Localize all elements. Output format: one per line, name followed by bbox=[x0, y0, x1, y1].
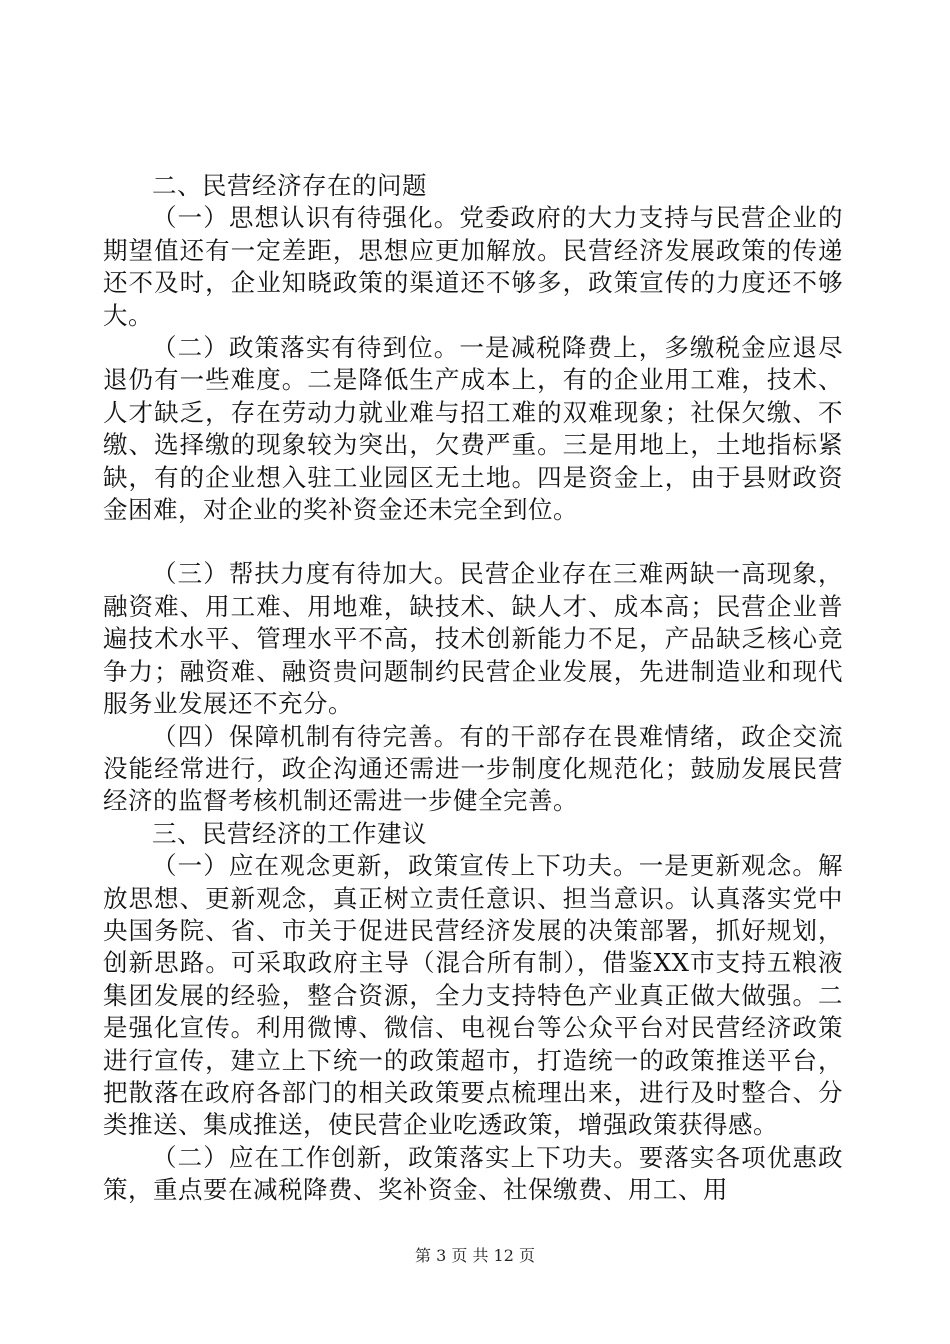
paragraph-concept-update: （一）应在观念更新，政策宣传上下功夫。一是更新观念。解放思想、更新观念，真正树立责任意识、担当意识。认真落实党中央国务院、省、市关于促进民营经济发展的决策部署，抓好规划，创新思路。可采取政府主导（混合所有制），借鉴XX市支持五粮液集团发展的经验，整合资源，全力支持特色产业真正做大做强。二是强化宣传。利用微博、微信、电视台等公众平台对民营经济政策进行宣传，建立上下统一的政策超市，打造统一的政策推送平台，把散落在政府各部门的相关政策要点梳理出来，进行及时整合、分类推送、集成推送，使民营企业吃透政策，增强政策获得感。 bbox=[103, 851, 843, 1140]
paragraph-work-innovation: （二）应在工作创新，政策落实上下功夫。要落实各项优惠政策，重点要在减税降费、奖补资金、社保缴费、用工、用 bbox=[103, 1142, 843, 1205]
document-body bbox=[103, 170, 843, 1207]
section-three-heading: 三、民营经济的工作建议 bbox=[152, 818, 427, 848]
section-two-heading: 二、民营经济存在的问题 bbox=[152, 171, 427, 200]
page-number-footer: 第 3 页 共 12 页 bbox=[415, 1246, 535, 1265]
paragraph-support-efforts: （三）帮扶力度有待加大。民营企业存在三难两缺一高现象，融资难、用工难、用地难，缺技术、缺人才、成本高；民营企业普遍技术水平、管理水平不高，技术创新能力不足，产品缺乏核心竞争力；融资难、融资贵问题制约民营企业发展，先进制造业和现代服务业发展还不充分。 bbox=[103, 559, 843, 719]
paragraph-guarantee-mechanism: （四）保障机制有待完善。有的干部存在畏难情绪，政企交流没能经常进行，政企沟通还需进一步制度化规范化；鼓励发展民营经济的监督考核机制还需进一步健全完善。 bbox=[103, 721, 843, 816]
paragraph-ideology: （一）思想认识有待强化。党委政府的大力支持与民营企业的期望值还有一定差距，思想应更加解放。民营经济发展政策的传递还不及时，企业知晓政策的渠道还不够多，政策宣传的力度还不够大。 bbox=[103, 203, 843, 330]
paragraph-policy-implementation: （二）政策落实有待到位。一是减税降费上，多缴税金应退尽退仍有一些难度。二是降低生产成本上，有的企业用工难，技术、人才缺乏，存在劳动力就业难与招工难的双难现象；社保欠缴、不缴、选择缴的现象较为突出，欠费严重。三是用地上，土地指标紧缺，有的企业想入驻工业园区无土地。四是资金上，由于县财政资金困难，对企业的奖补资金还未完全到位。 bbox=[103, 333, 843, 525]
